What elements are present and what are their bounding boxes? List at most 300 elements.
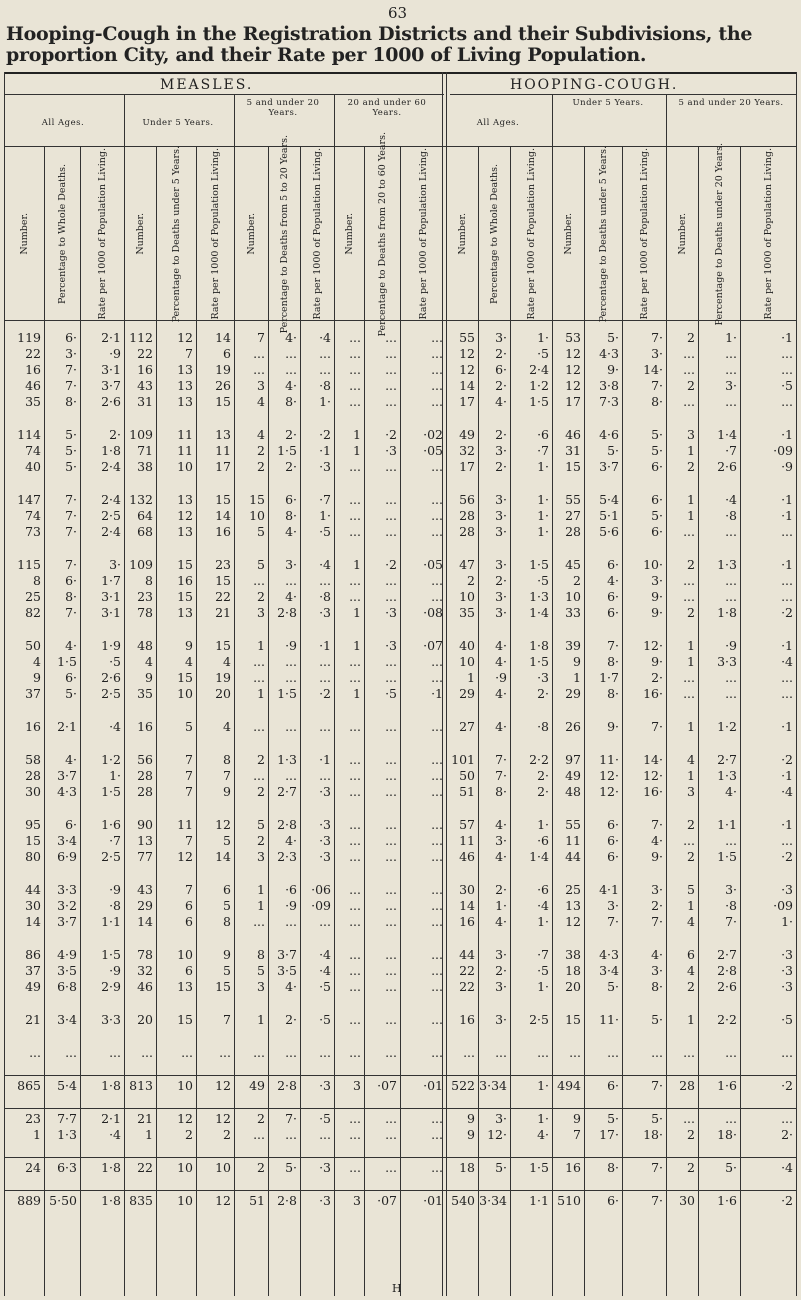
table-cell: 5	[257, 817, 265, 832]
table-cell: 15	[177, 670, 193, 685]
column-header	[80, 150, 124, 318]
table-cell: ...	[385, 784, 397, 799]
table-cell: 2·4	[101, 492, 121, 507]
table-cell: 7·	[65, 508, 77, 523]
table-cell: ·3	[385, 638, 397, 653]
table-row	[4, 1193, 796, 1209]
table-cell: 2·	[781, 1127, 793, 1142]
table-cell: 9·	[651, 849, 663, 864]
table-cell: ...	[319, 1045, 331, 1060]
table-cell: 3·	[109, 557, 121, 572]
column-header-label: Number.	[456, 213, 468, 255]
table-cell: 5·	[651, 508, 663, 523]
table-cell: 7·	[65, 524, 77, 539]
table-cell: ...	[349, 524, 361, 539]
table-cell: 5·	[607, 979, 619, 994]
table-cell: ...	[385, 849, 397, 864]
table-cell: 2·	[495, 378, 507, 393]
table-cell: 6·9	[57, 849, 77, 864]
table-cell: 3	[257, 378, 265, 393]
table-cell: 25	[565, 882, 581, 897]
table-cell: 53	[565, 330, 581, 345]
section-measles: MEASLES.	[160, 77, 254, 93]
table-cell: 4·	[285, 589, 297, 604]
table-cell: 4·	[537, 1127, 549, 1142]
table-cell: ·5	[319, 979, 331, 994]
table-cell: 5·	[65, 427, 77, 442]
table-cell: 78	[137, 947, 153, 962]
table-cell: 4·	[65, 752, 77, 767]
table-cell: ...	[385, 947, 397, 962]
table-cell: ·5	[109, 654, 121, 669]
table-cell: ·1	[781, 638, 793, 653]
table-cell: 5	[257, 557, 265, 572]
table-cell: ...	[319, 1127, 331, 1142]
table-cell: 1	[353, 427, 361, 442]
table-cell: 6·	[65, 817, 77, 832]
table-cell: ·3	[781, 882, 793, 897]
table-cell: ...	[781, 1045, 793, 1060]
table-cell: 3·	[495, 492, 507, 507]
table-cell: ...	[385, 524, 397, 539]
table-cell: 1·	[537, 330, 549, 345]
table-cell: ...	[385, 670, 397, 685]
table-cell: 4	[33, 654, 41, 669]
table-cell: ...	[683, 589, 695, 604]
table-cell: ...	[319, 719, 331, 734]
table-cell: 11·	[599, 752, 619, 767]
table-cell: 112	[129, 330, 153, 345]
table-cell: 4·	[285, 378, 297, 393]
table-cell: ...	[385, 330, 397, 345]
table-cell: 2·6	[717, 459, 737, 474]
table-cell: 6·	[495, 362, 507, 377]
table-cell: 1·	[319, 394, 331, 409]
table-cell: ...	[349, 459, 361, 474]
table-row	[4, 573, 796, 589]
table-cell: 4	[223, 719, 231, 734]
table-cell: 1·4	[529, 849, 549, 864]
table-cell: ...	[319, 670, 331, 685]
table-cell: ...	[181, 1045, 193, 1060]
table-cell: 12·	[643, 638, 663, 653]
table-cell: ...	[781, 589, 793, 604]
table-cell: 7·	[651, 719, 663, 734]
column-header-label: Percentage to Whole Deaths.	[488, 164, 500, 304]
table-cell: 1	[467, 670, 475, 685]
table-cell: 2·1	[101, 330, 121, 345]
table-cell: 109	[129, 427, 153, 442]
table-cell: 2	[573, 573, 581, 588]
table-cell: ...	[683, 1045, 695, 1060]
table-cell: 3·	[607, 898, 619, 913]
table-cell: 813	[129, 1078, 153, 1093]
table-cell: ...	[285, 768, 297, 783]
group-measles-all-ages: All Ages.	[41, 118, 85, 128]
table-cell: ...	[349, 589, 361, 604]
table-cell: 11	[565, 833, 581, 848]
table-row	[4, 1127, 796, 1143]
table-cell: 30	[679, 1193, 695, 1208]
table-cell: 8·	[651, 394, 663, 409]
column-header	[740, 150, 796, 318]
table-cell: 2	[687, 459, 695, 474]
table-cell: ·4	[781, 784, 793, 799]
table-cell: ...	[725, 686, 737, 701]
table-cell: ·1	[781, 427, 793, 442]
table-cell: ...	[253, 654, 265, 669]
table-cell: 114	[17, 427, 41, 442]
table-cell: 7·	[725, 914, 737, 929]
table-row	[4, 427, 796, 443]
table-cell: ·8	[725, 508, 737, 523]
table-cell: 3·4	[57, 833, 77, 848]
table-cell: 2·2	[529, 752, 549, 767]
table-cell: ...	[431, 849, 443, 864]
group-hooping-all-ages: All Ages.	[476, 118, 520, 128]
table-cell: 10	[177, 947, 193, 962]
table-cell: 17	[459, 459, 475, 474]
table-cell: 1	[687, 638, 695, 653]
table-cell: 2·8	[277, 1078, 297, 1093]
table-cell: 3·	[651, 963, 663, 978]
table-row	[4, 670, 796, 686]
table-cell: 82	[25, 605, 41, 620]
table-cell: 7	[185, 784, 193, 799]
table-cell: 12	[215, 817, 231, 832]
table-cell: ...	[431, 833, 443, 848]
table-cell: 6·	[607, 849, 619, 864]
table-cell: ...	[253, 1127, 265, 1142]
table-cell: 5·	[607, 443, 619, 458]
table-cell: ·5	[537, 573, 549, 588]
table-cell: 4·1	[599, 882, 619, 897]
table-cell: 44	[459, 947, 475, 962]
table-cell: 28	[459, 524, 475, 539]
page-title: Hooping-Cough in the Registration Districts and their Subdivisions, the proportion City, and their Rate per 1000 of Living Population.	[6, 23, 753, 66]
table-cell: 38	[137, 459, 153, 474]
table-cell: ...	[285, 654, 297, 669]
column-header-label: Percentage to Deaths from 20 to 60 Years.	[376, 131, 388, 337]
table-cell: ...	[431, 947, 443, 962]
table-cell: 4·	[651, 947, 663, 962]
column-header	[4, 150, 44, 318]
table-cell: 6	[223, 346, 231, 361]
table-cell: 2·5	[101, 508, 121, 523]
table-cell: ·6	[285, 882, 297, 897]
table-cell: 7·	[651, 1193, 663, 1208]
table-cell: ...	[683, 573, 695, 588]
table-cell: 9	[223, 947, 231, 962]
table-cell: ...	[109, 1045, 121, 1060]
table-cell: 2	[687, 330, 695, 345]
table-cell: 97	[565, 752, 581, 767]
table-cell: ...	[431, 1012, 443, 1027]
table-cell: ...	[463, 1045, 475, 1060]
column-header	[364, 131, 400, 337]
table-cell: 1	[687, 719, 695, 734]
table-cell: 1	[257, 898, 265, 913]
table-cell: ...	[253, 362, 265, 377]
column-header	[510, 150, 552, 318]
table-cell: 6·	[285, 492, 297, 507]
table-cell: ...	[349, 670, 361, 685]
table-cell: ...	[431, 508, 443, 523]
table-cell: 1	[687, 443, 695, 458]
table-cell: ...	[319, 768, 331, 783]
table-row	[4, 752, 796, 768]
table-cell: 2·	[651, 670, 663, 685]
table-cell: 2·1	[101, 1111, 121, 1126]
table-row	[4, 833, 796, 849]
table-cell: 50	[25, 638, 41, 653]
table-cell: 5·	[607, 330, 619, 345]
table-cell: ...	[725, 670, 737, 685]
table-cell: 40	[25, 459, 41, 474]
table-cell: 2	[257, 833, 265, 848]
table-cell: 23	[25, 1111, 41, 1126]
table-cell: 7·	[651, 1078, 663, 1093]
table-cell: 7	[573, 1127, 581, 1142]
table-cell: 1·	[537, 817, 549, 832]
table-cell: 6·8	[57, 979, 77, 994]
table-cell: 2	[223, 1127, 231, 1142]
table-cell: 13	[177, 378, 193, 393]
table-cell: ·7	[319, 492, 331, 507]
group-measles-5-20: 5 and under 20 Years.	[246, 98, 320, 118]
table-cell: 4·	[495, 849, 507, 864]
table-cell: 8·	[65, 394, 77, 409]
table-cell: 15	[565, 459, 581, 474]
table-cell: 1·6	[717, 1078, 737, 1093]
table-cell: 1·6	[101, 817, 121, 832]
table-row	[4, 817, 796, 833]
table-cell: 1·5	[57, 654, 77, 669]
table-cell: 2	[687, 378, 695, 393]
table-cell: ...	[349, 833, 361, 848]
table-cell: 9	[573, 1111, 581, 1126]
table-cell: 31	[137, 394, 153, 409]
table-cell: 3	[257, 849, 265, 864]
table-cell: ...	[385, 1127, 397, 1142]
table-cell: 15	[215, 394, 231, 409]
table-cell: ...	[285, 362, 297, 377]
table-cell: 16	[459, 914, 475, 929]
table-cell: 3	[257, 605, 265, 620]
table-cell: 35	[25, 394, 41, 409]
table-cell: 28	[137, 768, 153, 783]
table-cell: 13	[177, 979, 193, 994]
table-cell: ...	[431, 719, 443, 734]
table-cell: 6	[185, 898, 193, 913]
table-cell: 3·	[651, 573, 663, 588]
column-header	[552, 150, 584, 318]
table-cell: 51	[249, 1193, 265, 1208]
table-row	[4, 1111, 796, 1127]
table-cell: ...	[349, 882, 361, 897]
table-cell: 14	[459, 898, 475, 913]
table-row	[4, 638, 796, 654]
table-cell: 5·	[495, 1160, 507, 1175]
table-cell: 2	[687, 979, 695, 994]
table-cell: 32	[459, 443, 475, 458]
table-cell: 2·7	[717, 947, 737, 962]
table-cell: 5	[687, 882, 695, 897]
table-cell: ·5	[781, 378, 793, 393]
table-cell: ...	[781, 573, 793, 588]
table-cell: ·3	[319, 1193, 331, 1208]
table-cell: ...	[385, 898, 397, 913]
table-cell: ·3	[319, 849, 331, 864]
table-cell: ·1	[431, 686, 443, 701]
table-cell: 12	[565, 346, 581, 361]
table-cell: 4·	[495, 914, 507, 929]
table-cell: 5	[185, 719, 193, 734]
table-cell: ·8	[725, 898, 737, 913]
table-cell: 58	[25, 752, 41, 767]
table-cell: 835	[129, 1193, 153, 1208]
table-cell: 10	[459, 589, 475, 604]
table-cell: ...	[781, 670, 793, 685]
table-cell: ...	[385, 1111, 397, 1126]
table-cell: ...	[683, 524, 695, 539]
table-cell: 1·	[725, 330, 737, 345]
table-cell: 11	[459, 833, 475, 848]
table-cell: ...	[385, 979, 397, 994]
table-cell: 2	[687, 1127, 695, 1142]
column-header-label: Number.	[134, 213, 146, 255]
table-cell: 4·	[495, 654, 507, 669]
table-cell: ·6	[537, 427, 549, 442]
table-row	[4, 898, 796, 914]
table-cell: 20	[137, 1012, 153, 1027]
table-cell: 20	[565, 979, 581, 994]
table-cell: 6·	[65, 573, 77, 588]
table-cell: 21	[215, 605, 231, 620]
table-cell: ·5	[537, 963, 549, 978]
table-cell: ...	[683, 1111, 695, 1126]
table-cell: 17	[565, 394, 581, 409]
column-header	[44, 150, 80, 318]
table-cell: 2·	[537, 686, 549, 701]
table-cell: ...	[385, 1012, 397, 1027]
table-cell: 2·1	[57, 719, 77, 734]
table-cell: ...	[349, 654, 361, 669]
table-cell: ·5	[319, 1111, 331, 1126]
table-cell: ·09	[773, 898, 793, 913]
table-cell: 5·	[725, 1160, 737, 1175]
table-cell: 12·	[643, 768, 663, 783]
table-cell: 1·	[537, 1111, 549, 1126]
table-cell: 4	[687, 914, 695, 929]
table-cell: 43	[137, 378, 153, 393]
table-cell: 18	[565, 963, 581, 978]
table-cell: 3·2	[57, 898, 77, 913]
table-cell: 101	[451, 752, 475, 767]
table-cell: 115	[17, 557, 41, 572]
table-cell: 2·4	[529, 362, 549, 377]
table-cell: 16	[459, 1012, 475, 1027]
table-cell: 4·	[495, 394, 507, 409]
table-cell: 3·3	[57, 882, 77, 897]
table-cell: 9	[145, 670, 153, 685]
table-cell: 16	[137, 362, 153, 377]
table-cell: 1·8	[529, 638, 549, 653]
table-cell: 7·	[285, 1111, 297, 1126]
table-cell: 2·	[495, 459, 507, 474]
table-cell: ...	[781, 346, 793, 361]
table-cell: ...	[495, 1045, 507, 1060]
table-cell: 8	[223, 752, 231, 767]
table-cell: 2·5	[529, 1012, 549, 1027]
table-cell: ·05	[423, 443, 443, 458]
table-cell: 1·	[537, 492, 549, 507]
table-cell: 4	[687, 963, 695, 978]
table-cell: ·4	[109, 719, 121, 734]
table-cell: ...	[385, 394, 397, 409]
table-cell: ...	[385, 362, 397, 377]
table-cell: ...	[431, 784, 443, 799]
table-cell: 14	[215, 330, 231, 345]
table-cell: ...	[253, 346, 265, 361]
table-cell: 30	[459, 882, 475, 897]
table-row	[4, 362, 796, 378]
table-cell: 14	[137, 914, 153, 929]
table-cell: 2	[687, 1160, 695, 1175]
table-cell: 119	[17, 330, 41, 345]
table-cell: 13	[177, 492, 193, 507]
table-cell: 8	[33, 573, 41, 588]
table-cell: 10	[177, 459, 193, 474]
table-cell: ·1	[781, 719, 793, 734]
table-cell: 4·6	[599, 427, 619, 442]
table-cell: 46	[565, 427, 581, 442]
table-cell: 2	[257, 443, 265, 458]
table-cell: ...	[349, 963, 361, 978]
table-cell: ...	[285, 1045, 297, 1060]
table-cell: 2·6	[717, 979, 737, 994]
table-cell: 47	[459, 557, 475, 572]
table-cell: 6·	[65, 670, 77, 685]
table-cell: ...	[725, 573, 737, 588]
table-cell: ...	[431, 524, 443, 539]
column-header-label: Percentage to Whole Deaths.	[56, 164, 68, 304]
table-row	[4, 963, 796, 979]
table-cell: 4·	[495, 686, 507, 701]
table-cell: ·1	[781, 492, 793, 507]
table-cell: ·3	[319, 833, 331, 848]
table-cell: 23	[137, 589, 153, 604]
table-cell: ·1	[781, 817, 793, 832]
table-cell: ·01	[423, 1193, 443, 1208]
table-cell: ...	[431, 378, 443, 393]
table-cell: 11	[177, 443, 193, 458]
table-cell: 1·1	[529, 1193, 549, 1208]
table-cell: 9	[33, 670, 41, 685]
table-cell: ·3	[781, 979, 793, 994]
table-cell: 2·4	[101, 459, 121, 474]
table-cell: ·01	[423, 1078, 443, 1093]
table-cell: 2·8	[717, 963, 737, 978]
table-cell: ...	[431, 670, 443, 685]
table-cell: 2	[467, 573, 475, 588]
table-cell: 43	[137, 882, 153, 897]
table-cell: 6	[223, 882, 231, 897]
table-cell: ...	[385, 573, 397, 588]
table-row	[4, 719, 796, 735]
table-cell: 3·	[725, 378, 737, 393]
table-cell: ...	[725, 346, 737, 361]
